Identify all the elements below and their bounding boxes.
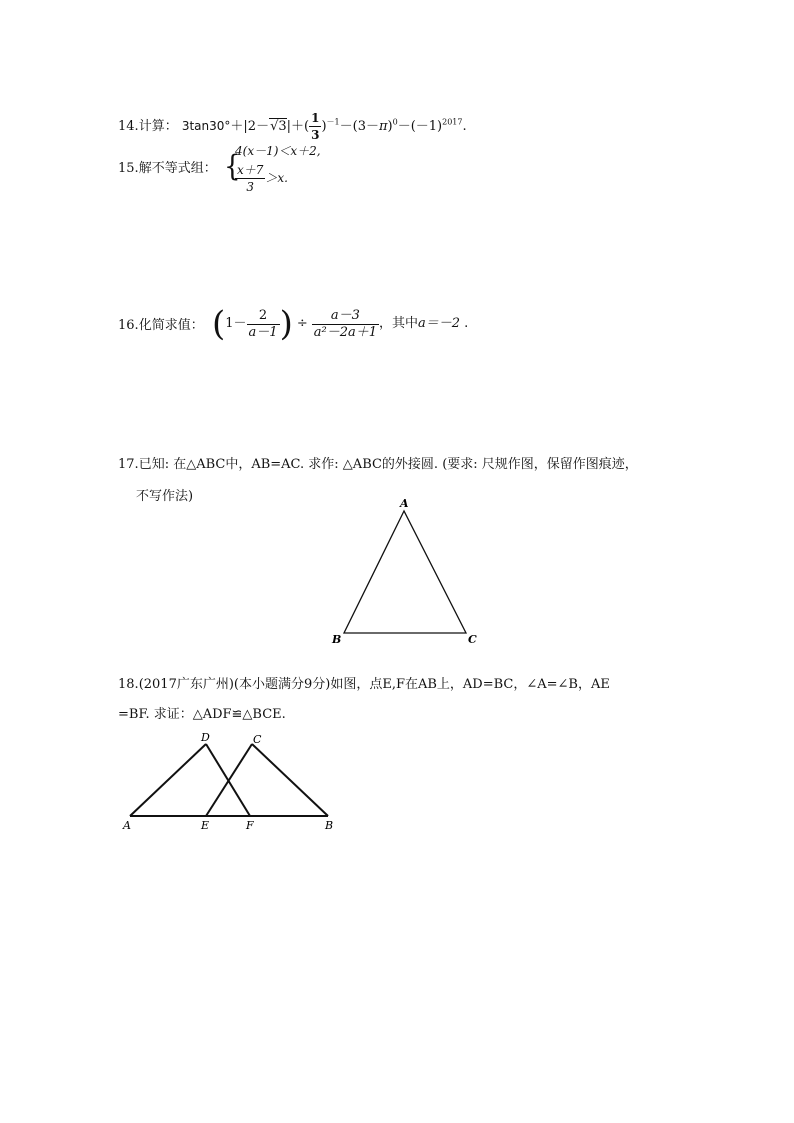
q17-label-c: C bbox=[468, 633, 477, 646]
q14-end: . bbox=[462, 119, 467, 134]
q18-figure bbox=[115, 728, 345, 833]
q15-ineq1: 4(x－1)＜x＋2, bbox=[235, 144, 321, 158]
q15-label: 解不等式组： bbox=[138, 161, 217, 176]
q15-fraction bbox=[235, 162, 265, 195]
q16-f2-num: a－3 bbox=[312, 308, 379, 325]
q18-label-f: F bbox=[246, 819, 254, 832]
q18-label-e: E bbox=[201, 819, 210, 832]
q14-close: ) bbox=[321, 119, 327, 134]
q14-exp0: 0 bbox=[392, 117, 398, 127]
q16-f2-den: a²－2a＋1 bbox=[313, 324, 378, 340]
q14-minus1: －(－1) bbox=[397, 119, 443, 134]
q16-tail: ，其中 bbox=[379, 316, 419, 331]
q18-number: 18. bbox=[118, 677, 139, 692]
q16-fraction1 bbox=[247, 308, 280, 341]
q16-f1-den: a－1 bbox=[248, 324, 278, 340]
q18-label-a: A bbox=[123, 819, 131, 832]
q14-label: 计算： bbox=[138, 119, 178, 134]
question-16 bbox=[118, 318, 204, 334]
q16-end: . bbox=[464, 316, 469, 331]
q17-triangle bbox=[344, 511, 466, 633]
question-14 bbox=[118, 110, 467, 143]
q18-line1: (2017广东广州)(本小题满分9分)如图，点E,F在AB上，AD=BC，∠A=∠B，AE bbox=[138, 677, 610, 692]
q14-plus1: ＋|2－ bbox=[230, 119, 270, 134]
q15-brace: { bbox=[224, 150, 241, 184]
q16-cond: a＝－2 bbox=[418, 316, 461, 331]
q17-label-b: B bbox=[332, 633, 342, 646]
question-15 bbox=[118, 161, 217, 177]
q16-number: 16. bbox=[118, 318, 139, 333]
q14-number: 14. bbox=[118, 119, 139, 134]
q18-line2: =BF. 求证：△ADF≌△BCE. bbox=[118, 707, 286, 722]
q16-label: 化简求值： bbox=[138, 318, 204, 333]
q16-div: ÷ bbox=[296, 316, 308, 331]
q14-mid: －(3－ bbox=[339, 119, 379, 134]
q17-number: 17. bbox=[118, 457, 139, 472]
q15-ineq2 bbox=[235, 162, 288, 195]
q16-one-minus: 1－ bbox=[225, 316, 247, 331]
q16-fraction2 bbox=[312, 308, 379, 341]
q14-fraction bbox=[309, 110, 321, 143]
q17-label-a: A bbox=[400, 497, 409, 510]
q17-line1: 已知: 在△ABC中，AB=AC. 求作: △ABC的外接圆. (要求: 尺规作图，保留作图痕迹， bbox=[138, 457, 638, 472]
q18-label-d: D bbox=[201, 731, 210, 744]
q14-abs-close: |＋( bbox=[286, 119, 310, 134]
q15-number: 15. bbox=[118, 161, 139, 176]
q15-ineq2-rest: ＞x. bbox=[265, 171, 288, 185]
q18-label-b: B bbox=[325, 819, 334, 832]
q14-sqrt: √3 bbox=[270, 119, 287, 134]
q18-segment-ad bbox=[130, 744, 206, 816]
q18-label-c: C bbox=[253, 733, 262, 746]
q15-frac-den: 3 bbox=[246, 180, 255, 194]
q14-frac-num: 1 bbox=[311, 111, 320, 125]
question-17-line1 bbox=[118, 457, 638, 473]
q16-rparen: ) bbox=[279, 304, 293, 344]
q14-exp2017: 2017 bbox=[442, 117, 463, 127]
q14-sqrt-value: 3 bbox=[278, 119, 287, 134]
q18-segment-bc bbox=[252, 744, 328, 816]
q17-triangle-figure bbox=[320, 495, 490, 650]
q14-pi: π bbox=[378, 119, 388, 134]
q14-lead: 3tan30° bbox=[181, 119, 231, 133]
q16-lparen: ( bbox=[212, 304, 226, 344]
q17-line2: 不写作法) bbox=[136, 489, 194, 504]
q16-f1-num: 2 bbox=[247, 308, 280, 325]
q15-frac-num: x＋7 bbox=[237, 163, 264, 177]
q16-expression bbox=[212, 304, 468, 344]
q14-frac-den: 3 bbox=[311, 128, 320, 142]
question-18-line1 bbox=[118, 677, 610, 693]
q14-exp-neg1: －1 bbox=[326, 117, 340, 127]
q14-close0: ) bbox=[387, 119, 393, 134]
